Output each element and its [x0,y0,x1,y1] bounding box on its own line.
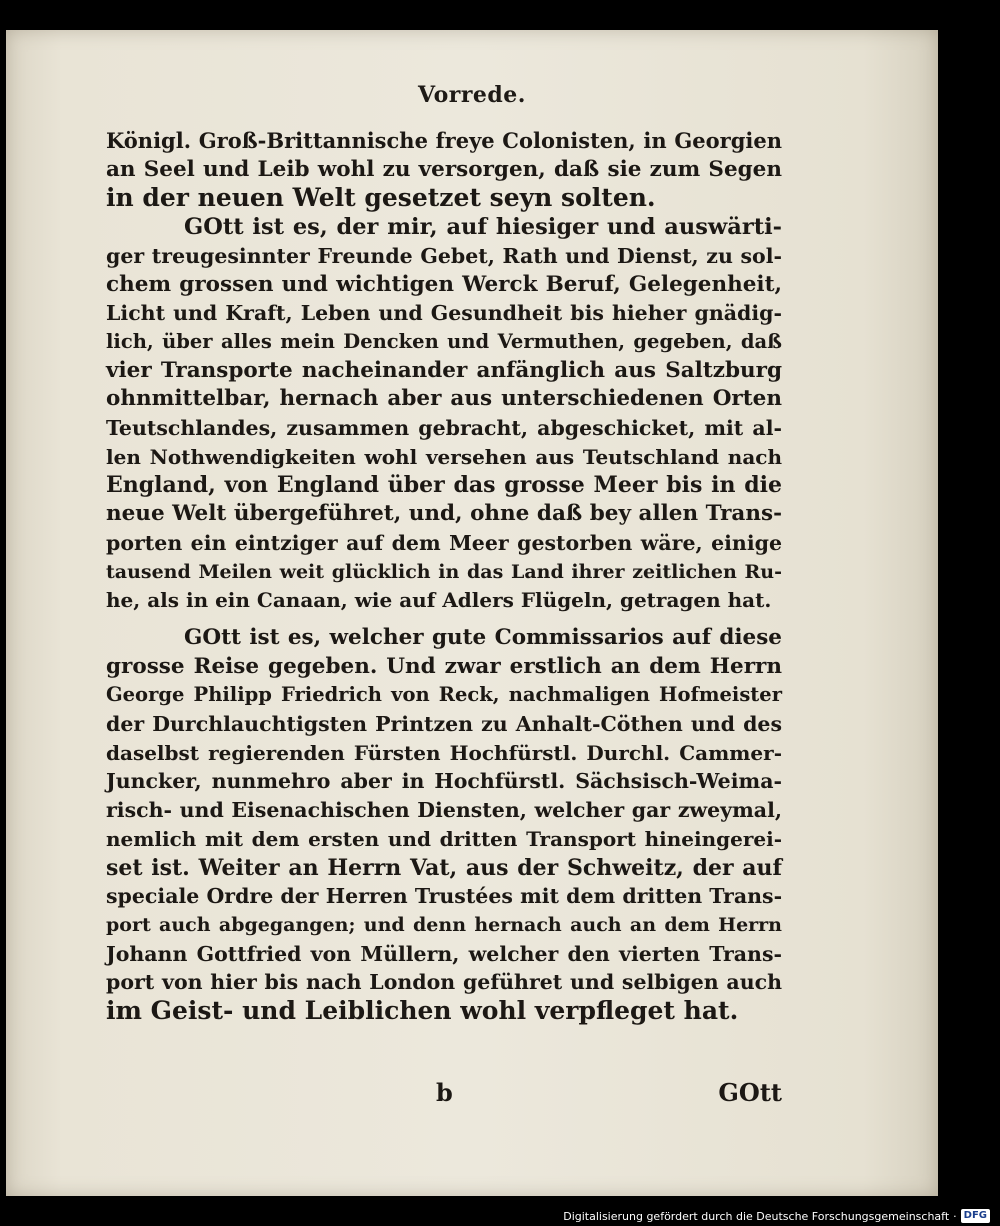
text-line: GOtt ist es, welcher gute Commissarios auf diese [184,624,782,650]
text-line: an Seel und Leib wohl zu versorgen, daß sie zum Segen [106,156,782,182]
text-line: Juncker, nunmehro aber in Hochfürstl. Sächsisch-Weima- [106,769,782,794]
separator-dot: · [953,1209,957,1223]
paragraph-gap [106,615,782,624]
text-line: in der neuen Welt gesetzet seyn solten. [106,183,656,213]
text-line: set ist. Weiter an Herrn Vat, aus der Schweitz, der auf [106,854,782,881]
page-text [106,127,782,1026]
text-line: speciale Ordre der Herren Trustées mit dem dritten Trans- [106,884,783,909]
text-line: grosse Reise gegeben. Und zwar erstlich an dem Herrn [106,653,782,679]
text-line: ohnmittelbar, hernach aber aus unterschiedenen Orten [106,386,782,412]
page-footer [106,1078,782,1108]
catchword: GOtt [718,1078,782,1107]
dfg-logo: DFG [961,1209,990,1223]
book-page [6,30,938,1196]
digitization-credit [563,1209,990,1223]
running-header: Vorrede. [418,82,526,108]
text-line: nemlich mit dem ersten und dritten Transport hineingerei- [106,826,782,851]
text-line: daselbst regierenden Fürsten Hochfürstl. Durchl. Cammer- [106,740,782,765]
text-line: port von hier bis nach London geführet und selbigen auch [106,970,782,995]
text-line: England, von England über das grosse Meer bis in die [106,472,782,499]
text-line: lich, über alles mein Dencken und Vermuthen, gegeben, daß [106,329,782,353]
text-line: chem grossen und wichtigen Werck Beruf, Gelegenheit, [106,271,782,297]
credit-text: Digitalisierung gefördert durch die Deutsche Forschungsgemeinschaft [563,1209,950,1223]
signature-mark: b [436,1078,453,1107]
text-line: neue Welt übergeführet, und, ohne daß bey allen Trans- [106,501,782,527]
text-line: risch- und Eisenachischen Diensten, welcher gar zweymal, [106,798,782,823]
text-line: der Durchlauchtigsten Printzen zu Anhalt-Cöthen und des [106,712,782,737]
text-line: George Philipp Friedrich von Reck, nachmaligen Hofmeister [106,683,782,707]
text-line: len Nothwendigkeiten wohl versehen aus Teutschland nach [106,444,782,469]
text-line: GOtt ist es, der mir, auf hiesiger und auswärti- [184,214,782,241]
text-line: Teutschlandes, zusammen gebracht, abgeschicket, mit al- [106,416,782,441]
text-line: porten ein eintziger auf dem Meer gestorben wäre, einige [106,530,782,555]
text-line: Johann Gottfried von Müllern, welcher den vierten Trans- [106,941,782,966]
text-line: vier Transporte nacheinander anfänglich aus Saltzburg [106,357,782,383]
text-line: Königl. Groß-Brittannische freye Colonisten, in Georgien [106,128,782,153]
text-line: im Geist- und Leiblichen wohl verpfleget hat. [106,996,739,1026]
text-line: Licht und Kraft, Leben und Gesundheit bis hieher gnädig- [106,301,782,326]
text-line: he, als in ein Canaan, wie auf Adlers Flügeln, getragen hat. [106,588,772,613]
text-line: port auch abgegangen; und denn hernach auch an dem Herrn [106,913,782,936]
text-line: ger treugesinnter Freunde Gebet, Rath und Dienst, zu sol- [106,243,782,268]
text-line: tausend Meilen weit glücklich in das Land ihrer zeitlichen Ru- [106,560,782,583]
